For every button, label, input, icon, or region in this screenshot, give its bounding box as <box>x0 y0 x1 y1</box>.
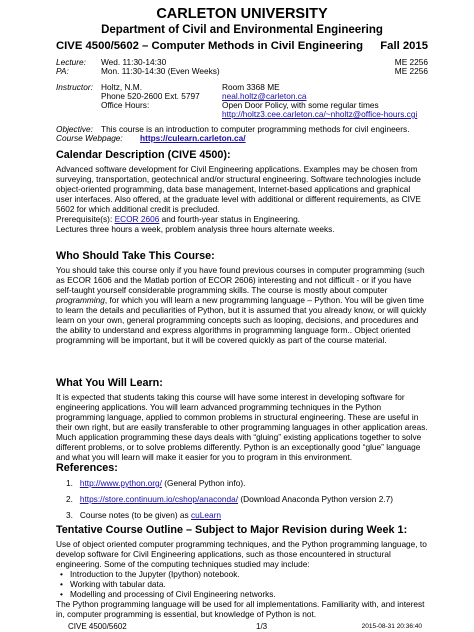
anaconda-link[interactable]: https://store.continuum.io/cshop/anaconda/ <box>79 494 239 504</box>
objective-label: Objective: <box>56 124 93 134</box>
objective-text: This course is an introduction to computer programming methods for civil engineers. <box>101 124 410 134</box>
prereq-label: Prerequisite(s): <box>56 214 113 224</box>
reference-number: 3. <box>66 510 73 520</box>
list-item: • Introduction to the Jupyter (Ipython) notebook. <box>56 569 428 579</box>
lecture-time: Wed. 11:30-14:30 <box>101 57 167 67</box>
reference-item-1 <box>66 478 245 488</box>
list-item: • Modelling and processing of Civil Engineering networks. <box>56 589 428 599</box>
office-hours-link[interactable]: http://holtz3.cee.carleton.ca/~nholtz@office-hours.cgi <box>222 109 418 119</box>
culearn-link[interactable]: cuLearn <box>191 510 221 520</box>
ecor2606-link[interactable]: ECOR 2606 <box>114 214 160 224</box>
pa-room: ME 2256 <box>394 66 428 76</box>
lecture-hours: Lectures three hours a week, problem analysis three hours alternate weeks. <box>56 224 335 234</box>
outline-section <box>56 539 428 619</box>
footer-course: CIVE 4500/5602 <box>68 622 127 631</box>
reference-item-3 <box>66 510 221 520</box>
webpage-label: Course Webpage: <box>56 133 123 143</box>
references-heading: References: <box>56 462 118 474</box>
reference-note: (General Python info). <box>161 478 246 488</box>
pa-time: Mon. 11:30-14:30 (Even Weeks) <box>101 66 220 76</box>
instructor-email-link[interactable]: neal.holtz@carleton.ca <box>222 91 307 101</box>
who-paragraph <box>56 265 428 345</box>
learn-paragraph <box>56 392 428 462</box>
who-heading: Who Should Take This Course: <box>56 250 215 262</box>
instructor-name: Holtz, N.M. <box>101 82 143 92</box>
list-item: • Working with tabular data. <box>56 579 428 589</box>
outline-list <box>56 569 428 599</box>
footer-timestamp: 2015-08-31 20:36:40 <box>361 623 422 630</box>
reference-note: (Download Anaconda Python version 2.7) <box>238 494 394 504</box>
outline-closing: The Python programming language will be used for all implementations. Familiarity with, and interest in, computer programming is essential, but knowledge of Python is not. <box>56 599 425 619</box>
reference-item-2 <box>66 494 393 504</box>
who-text-a: You should take this course only if you have found previous courses in computer programming (such as ECOR 1606 and the Matlab portion of ECOR 2606) interesting and not difficult - or if you have self-taught yourself considerable programming skills. The course is mostly about computer <box>56 265 425 295</box>
prerequisite-line <box>56 214 428 224</box>
calendar-description: Advanced software development for Civil Engineering applications. Examples may be chosen from surveying, transportation, geotechnical and/or structural engineering. Software technologies include object-oriented programming, data base management, Internet-based applications and graphical user interfaces. Also offered, at the graduate level with additional or different requirements, as CIVE 5602 for which additional credit is precluded. <box>56 164 421 214</box>
office-policy: Open Door Policy, with some regular times <box>222 100 379 110</box>
department-title: Department of Civil and Environmental Engineering <box>101 24 383 36</box>
who-text-emphasis: programming <box>56 295 105 305</box>
learn-heading: What You Will Learn: <box>56 377 163 389</box>
instructor-phone: Phone 520-2600 Ext. 5797 <box>101 91 200 101</box>
footer-page-number: 1/3 <box>256 622 268 631</box>
outline-heading: Tentative Course Outline – Subject to Major Revision during Week 1: <box>56 524 408 536</box>
course-webpage-link[interactable]: https://culearn.carleton.ca/ <box>140 133 246 143</box>
university-title: CARLETON UNIVERSITY <box>156 6 328 22</box>
term: Fall 2015 <box>380 40 428 52</box>
calendar-heading: Calendar Description (CIVE 4500): <box>56 149 231 161</box>
lecture-label: Lecture: <box>56 57 86 67</box>
course-title: CIVE 4500/5602 – Computer Methods in Civil Engineering <box>56 40 363 52</box>
who-text-b: , for which you will learn a new programming language – Python. You will be given time to learn the details and peculiarities of Python, but it is assumed that you already know, or will quickly learn on your own, general programming concepts such as looping, decisions, and procedures and the ability to understand and express algorithms in programming language form.. Object oriented programming will be important, but it will be covered quickly as part of the course material. <box>56 295 427 345</box>
python-org-link[interactable]: http://www.python.org/ <box>79 478 162 488</box>
reference-number: 2. <box>66 494 73 504</box>
pa-label: PA: <box>56 66 69 76</box>
calendar-section <box>56 164 428 234</box>
instructor-label: Instructor: <box>56 82 93 92</box>
reference-pre: Course notes (to be given) as <box>79 510 191 520</box>
prereq-rest: and fourth-year status in Engineering. <box>161 214 300 224</box>
office-hours-label: Office Hours: <box>101 100 150 110</box>
lecture-room: ME 2256 <box>394 57 428 67</box>
instructor-room: Room 3368 ME <box>222 82 280 92</box>
outline-intro: Use of object oriented computer programming techniques, and the Python programming language, to develop software for Civil Engineering applications, such as those encountered in structural engineering. Some of the computing techniques studied may include: <box>56 539 427 569</box>
reference-number: 1. <box>66 478 73 488</box>
learn-text: It is expected that students taking this course will have some interest in developing software for engineering applications. You will learn advanced programming techniques in the Python programming language, applied to common problems in structural engineering. These are useful in their own right, but are easily transferable to other programming languages in other application areas. Much application programming these days deals with “gluing” existing applications together to solve different problems, or to solve problems differently. Python is an exceptionally good “glue” language and what you will learn will make it easier for you to program in this environment. <box>56 392 428 462</box>
